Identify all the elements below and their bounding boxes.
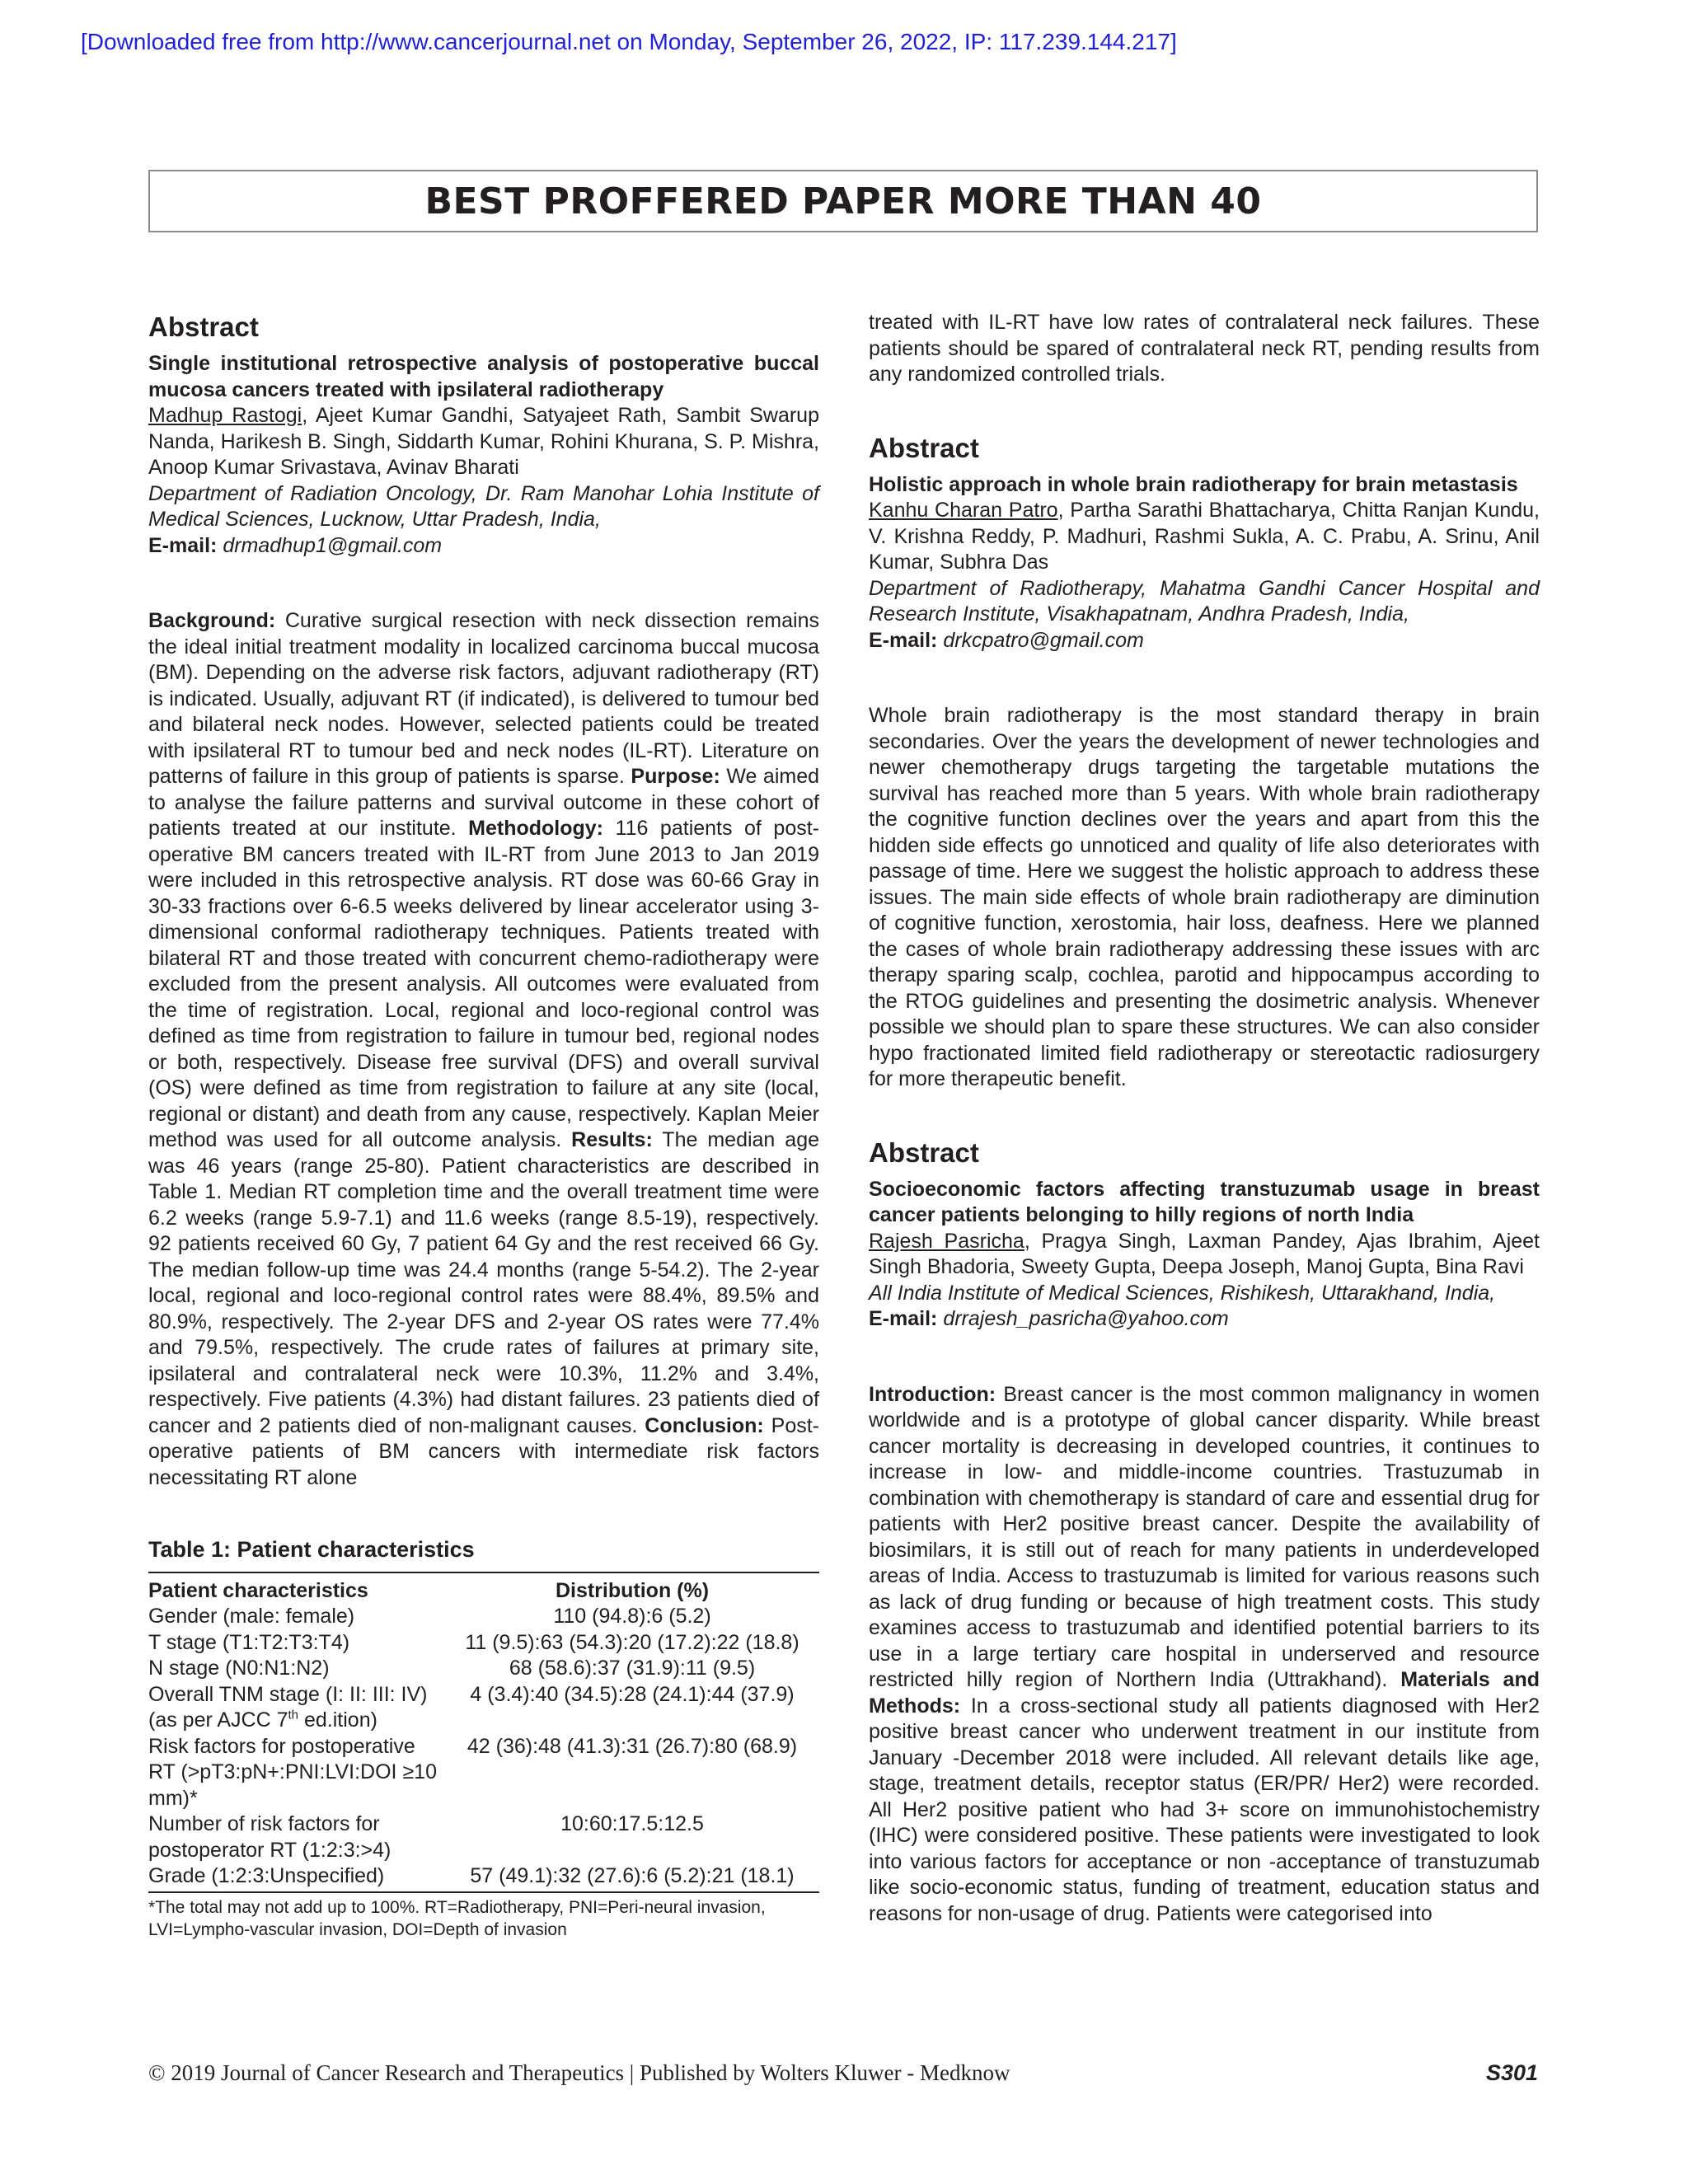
abstract-2-presenter: Kanhu Charan Patro: [869, 499, 1058, 522]
table-1-caption: Table 1: Patient characteristics: [148, 1537, 475, 1562]
table-cell: 4 (3.4):40 (34.5):28 (24.1):44 (37.9): [470, 1682, 795, 1706]
background-text: Curative surgical resection with neck dissection remains the ideal initial treatment modality in localized carcinoma buccal mucosa (BM). Depending on the adverse risk factors, adjuvant radiotherapy (RT) is indicated. Usually, adjuvant RT (if indicated), is delivered to tumour bed and bilateral neck nodes. However, selected patients could be treated with ipsilateral RT to tumour bed and neck nodes (IL-RT). Literature on patterns of failure in this group of patients is sparse.: [148, 609, 819, 788]
conclusion-text: Post-operative patients of BM cancers with intermediate risk factors necessitating RT alone: [148, 1413, 819, 1489]
kw-results: Results:: [571, 1128, 653, 1151]
table-cell: 68 (58.6):37 (31.9):11 (9.5): [509, 1657, 756, 1680]
abstract-1-email[interactable]: drmadhup1@gmail.com: [223, 533, 443, 557]
abstract-1-title: Single institutional retrospective analysis of postoperative buccal mucosa cancers treated with ipsilateral radiotherapy: [148, 352, 819, 401]
abstract-1-heading: Abstract: [148, 312, 259, 342]
abstract-3-email-line: [869, 1306, 1540, 1333]
table-row: [148, 1630, 819, 1657]
introduction-text: Breast cancer is the most common malignancy in women worldwide and is a prototype of global cancer disparity. While breast cancer mortality is decreasing in developed countries, it continues to increase in low- and middle-income countries. Trastuzumab in combination with chemotherapy is standard of care and essential drug for patients with Her2 positive breast cancer. Despite the availability of biosimilars, it is still out of reach for many patients in underdeveloped areas of India. Access to trastuzumab is limited for various reasons such as lack of drug funding or because of high treatment costs. This study examines access to trastuzumab and identified potential barriers to its use in a large tertiary care hospital in underserved and resource restricted hilly region of Northern India (Uttrakhand).: [869, 1382, 1540, 1691]
email-label: E-mail:: [869, 1307, 938, 1330]
abstract-1-continuation: treated with IL-RT have low rates of contralateral neck failures. These patients should be spared of contralateral neck RT, pending results from any randomized controlled trials.: [869, 311, 1540, 386]
table-cell: Gender (male: female): [148, 1605, 355, 1628]
page-number: S301: [1485, 2060, 1538, 2085]
patient-characteristics-table: [148, 1572, 819, 1893]
abstract-3-coauthors: , Pragya Singh, Laxman Pandey, Ajas Ibrahim, Ajeet Singh Bhadoria, Sweety Gupta, Deepa Joseph, Manoj Gupta, Bina Ravi: [869, 1229, 1540, 1278]
table-row: [148, 1734, 819, 1812]
results-text: The median age was 46 years (range 25-80). Patient characteristics are described in Table 1. Median RT completion time and the overall treatment time were 6.2 weeks (range 5.9-7.1) and 11.6 weeks (range 8.5-19), respectively. 92 patients received 60 Gy, 7 patient 64 Gy and the rest received 66 Gy. The median follow-up time was 24.4 months (range 5-54.2). The 2-year local, regional and loco-regional control rates were 88.4%, 89.5% and 80.9%, respectively. The 2-year DFS and 2-year OS rates were 77.4% and 79.5%, respectively. The crude rates of failures at primary site, ipsilateral and contralateral neck were 10.3%, 11.2% and 3.4%, respectively. Five patients (4.3%) had distant failures. 23 patients died of cancer and 2 patients died of non-malignant causes.: [148, 1128, 820, 1437]
abstract-3-body: [869, 1382, 1540, 1928]
abstract-2-heading: Abstract: [869, 432, 979, 463]
kw-methodology: Methodology:: [468, 817, 604, 840]
email-label: E-mail:: [869, 628, 938, 652]
right-column: [869, 310, 1540, 1927]
abstract-1-body: [148, 608, 819, 1491]
table-row: [148, 1656, 819, 1682]
table-cell: T stage (T1:T2:T3:T4): [148, 1630, 350, 1654]
download-banner[interactable]: [Downloaded free from http://www.cancerjournal.net on Monday, September 26, 2022, IP: 117.239.144.217]: [81, 29, 1177, 54]
abstract-2-coauthors: , Partha Sarathi Bhattacharya, Chitta Ranjan Kundu, V. Krishna Reddy, P. Madhuri, Rashmi Sukla, A. C. Prabu, A. Srinu, Anil Kumar, Subhra Das: [869, 499, 1540, 574]
abstract-3-heading: Abstract: [869, 1137, 979, 1168]
table-cell: [148, 1682, 445, 1734]
kw-purpose: Purpose:: [631, 765, 720, 788]
abstract-2-affiliation: Department of Radiotherapy, Mahatma Gandhi Cancer Hospital and Research Institute, Visakhapatnam, Andhra Pradesh, India,: [869, 576, 1540, 626]
purpose-text: We aimed to analyse the failure patterns and survival outcome in these cohort of patients treated at our institute.: [148, 765, 819, 840]
table-cell: Grade (1:2:3:Unspecified): [148, 1863, 445, 1892]
left-column: [148, 310, 819, 1941]
methodology-text: 116 patients of post-operative BM cancers treated with IL-RT from June 2013 to Jan 2019 were included in this retrospective analysis. RT dose was 60-66 Gray in 30-33 fractions over 6-6.5 weeks delivered by linear accelerator using 3-dimensional conformal radiotherapy techniques. Patients treated with bilateral RT and those treated with concurrent chemo-radiotherapy were excluded from the present analysis. All outcomes were evaluated from the time of registration. Local, regional and loco-regional control was defined as time from registration to failure in tumour bed, regional nodes or both, respectively. Disease free survival (DFS) and overall survival (OS) were defined as time from registration to failure at any site (local, regional or distant) and death from any cause, respectively. Kaplan Meier method was used for all outcome analysis.: [148, 817, 819, 1151]
abstract-3-affiliation: All India Institute of Medical Sciences, Rishikesh, Uttarakhand, India,: [869, 1281, 1496, 1305]
table-footnote: *The total may not add up to 100%. RT=Radiotherapy, PNI=Peri-neural invasion, LVI=Lympho-vascular invasion, DOI=Depth of invasion: [148, 1897, 766, 1939]
table-header-distribution: Distribution (%): [445, 1572, 819, 1605]
abstract-1-coauthors: , Ajeet Kumar Gandhi, Satyajeet Rath, Sambit Swarup Nanda, Harikesh B. Singh, Siddarth Kumar, Rohini Khurana, S. P. Mishra, Anoop Kumar Srivastava, Avinav Bharati: [148, 404, 819, 479]
abstract-3-title: Socioeconomic factors affecting transtuzumab usage in breast cancer patients belonging to hilly regions of north India: [869, 1177, 1540, 1226]
table-cell: Number of risk factors for postoperator RT (1:2:3:>4): [148, 1812, 392, 1862]
abstract-1-presenter: Madhup Rastogi: [148, 404, 302, 427]
table-row: [148, 1604, 819, 1630]
table-cell: 57 (49.1):32 (27.6):6 (5.2):21 (18.1): [445, 1863, 819, 1892]
banner-title: BEST PROFFERED PAPER MORE THAN 40: [424, 180, 1262, 223]
abstract-2-body: Whole brain radiotherapy is the most standard therapy in brain secondaries. Over the years the development of newer technologies and newer chemotherapy drugs targeting the targetable mutations the survival has reached more than 5 years. With whole brain radiotherapy the cognitive function declines over the years and apart from this the hidden side effects go unnoticed and quality of life also deteriorates with passage of time. Here we suggest the holistic approach to address these issues. The main side effects of whole brain radiotherapy are diminution of cognitive function, xerostomia, hair loss, deafness. Here we planned the cases of whole brain radiotherapy addressing these issues with arc therapy sparing scalp, cochlea, parotid and hippocampus according to the RTOG guidelines and presenting the dosimetric analysis. Whenever possible we should plan to spare these structures. We can also consider hypo fractionated limited field radiotherapy or stereotactic radiosurgery for more therapeutic benefit.: [869, 704, 1540, 1090]
table-cell: 110 (94.8):6 (5.2): [553, 1605, 711, 1628]
abstract-3-authors: [869, 1229, 1540, 1281]
abstract-3-email[interactable]: drrajesh_pasricha@yahoo.com: [943, 1307, 1229, 1330]
row-4-label-tail: ed.ition): [298, 1708, 377, 1732]
table-cell: 11 (9.5):63 (54.3):20 (17.2):22 (18.8): [465, 1630, 799, 1654]
table-cell: 42 (36):48 (41.3):31 (26.7):80 (68.9): [467, 1734, 798, 1758]
abstract-3-presenter: Rajesh Pasricha: [869, 1229, 1025, 1253]
kw-background: Background:: [148, 609, 276, 632]
table-cell: 10:60:17.5:12.5: [560, 1812, 704, 1835]
table-cell: Risk factors for postoperative RT (>pT3:pN+:PNI:LVI:DOI ≥10 mm)*: [148, 1734, 437, 1810]
abstract-1-email-line: [148, 533, 819, 560]
journal-footer: © 2019 Journal of Cancer Research and Therapeutics | Published by Wolters Kluwer - Medknow: [148, 2060, 1010, 2085]
section-banner: [148, 170, 1538, 232]
table-cell: N stage (N0:N1:N2): [148, 1657, 330, 1680]
email-label: E-mail:: [148, 533, 218, 557]
abstract-2-title: Holistic approach in whole brain radiotherapy for brain metastasis: [869, 472, 1518, 496]
table-row: [148, 1811, 819, 1863]
row-4-label: Overall TNM stage (I: II: III: IV) (as per AJCC 7: [148, 1682, 428, 1732]
methods-text: In a cross-sectional study all patients diagnosed with Her2 positive breast cancer who underwent treatment in our institute from January -December 2018 were included. All relevant details like age, stage, treatment details, receptor status (ER/PR/ Her2) were recorded. All Her2 positive patient who had 3+ score on immunohistochemistry (IHC) were considered positive. These patients were investigated to look into various factors for acceptance or non -acceptance of transtuzumab like socio-economic status, funding of treatment, education status and reasons for non-usage of drug. Patients were categorised into: [869, 1694, 1540, 1925]
abstract-2-authors: [869, 498, 1540, 576]
table-header-characteristics: Patient characteristics: [148, 1572, 445, 1605]
kw-conclusion: Conclusion:: [645, 1413, 764, 1437]
superscript: th: [288, 1708, 299, 1722]
abstract-1-authors: [148, 403, 819, 481]
kw-introduction: Introduction:: [869, 1382, 996, 1406]
abstract-2-email[interactable]: drkcpatro@gmail.com: [943, 628, 1144, 652]
table-row: [148, 1682, 819, 1734]
table-row: [148, 1863, 819, 1892]
abstract-1-affiliation: Department of Radiation Oncology, Dr. Ram Manohar Lohia Institute of Medical Sciences, Lucknow, Uttar Pradesh, India,: [148, 481, 819, 531]
kw-materials-methods: Materials and Methods:: [869, 1668, 1540, 1718]
abstract-2-email-line: [869, 628, 1540, 654]
